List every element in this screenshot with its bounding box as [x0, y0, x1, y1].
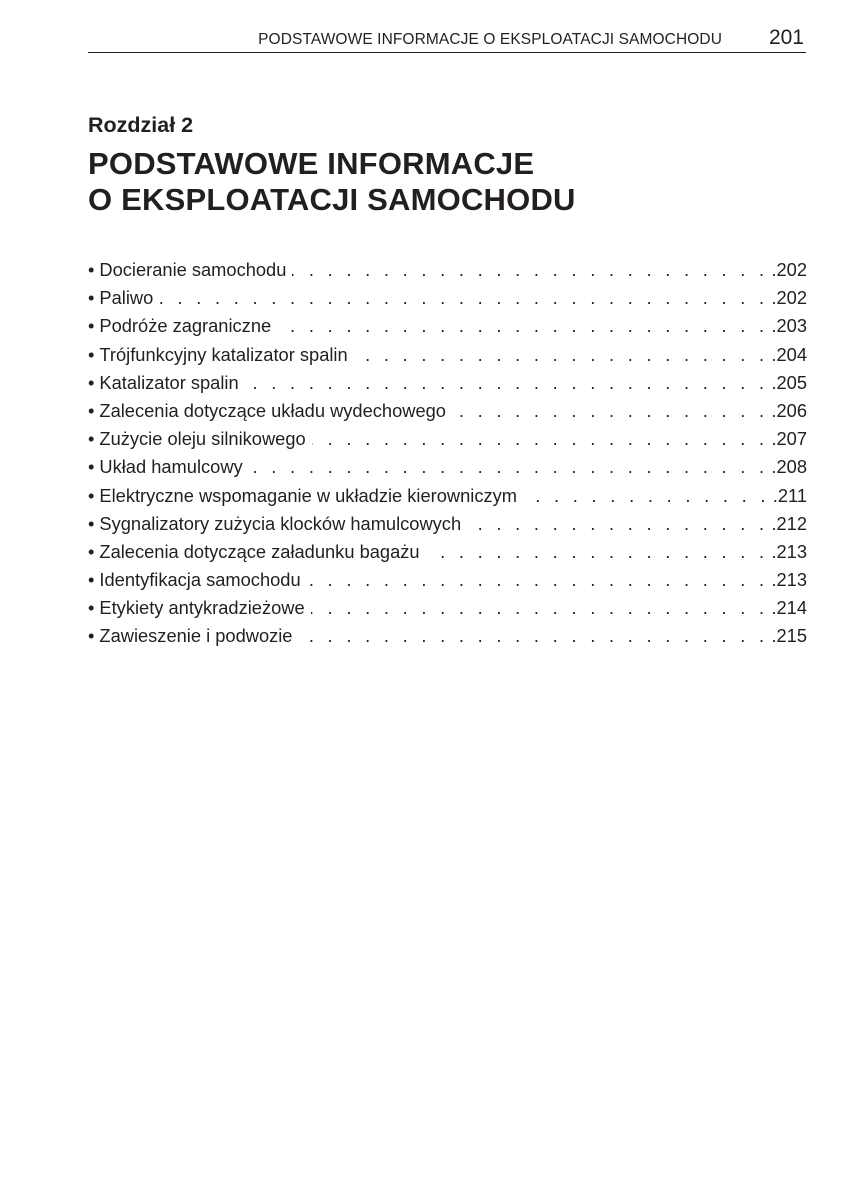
toc-entry-label: Elektryczne wspomaganie w układzie kierowniczym [99, 484, 517, 506]
toc-entry-page: .208 [771, 456, 807, 478]
table-of-contents [88, 256, 807, 651]
toc-entry-label: Zalecenia dotyczące układu wydechowego [99, 399, 446, 421]
toc-entry-label: Podróże zagraniczne [99, 315, 272, 337]
running-header-title: PODSTAWOWE INFORMACJE O EKSPLOATACJI SAMOCHODU [258, 31, 722, 48]
bullet-icon: • [88, 597, 95, 619]
bullet-icon: • [88, 569, 95, 591]
bullet-icon: • [88, 399, 95, 421]
bullet-icon: • [88, 625, 95, 647]
toc-entry-label: Zawieszenie i podwozie [99, 625, 293, 647]
toc-entry-page: .206 [771, 399, 807, 421]
toc-entry-page: .211 [772, 484, 807, 506]
toc-entry[interactable] [88, 397, 807, 425]
toc-entry[interactable] [88, 369, 807, 397]
bullet-icon: • [88, 343, 95, 365]
dot-leader [311, 594, 769, 622]
toc-entry[interactable] [88, 594, 807, 622]
toc-entry-label: Katalizator spalin [99, 371, 239, 393]
page-number: 201 [768, 26, 804, 49]
bullet-icon: • [88, 259, 95, 280]
bullet-icon: • [88, 512, 95, 534]
toc-entry-page: .202 [771, 259, 807, 280]
dot-leader [312, 425, 769, 453]
toc-entry-page: .214 [771, 597, 807, 619]
bullet-icon: • [88, 456, 95, 478]
toc-entry-label: Zużycie oleju silnikowego [99, 428, 306, 450]
toc-entry[interactable] [88, 482, 807, 510]
toc-entry-page: .213 [771, 569, 807, 591]
dot-leader [249, 453, 769, 481]
dot-leader [426, 538, 769, 566]
bullet-icon: • [88, 371, 95, 393]
dot-leader [298, 622, 768, 650]
bullet-icon: • [88, 540, 95, 562]
dot-leader [452, 397, 768, 425]
dot-leader [292, 256, 768, 284]
toc-entry-label: Trójfunkcyjny katalizator spalin [99, 343, 348, 365]
toc-entry-label: Docieranie samochodu [99, 259, 287, 280]
chapter-title-line-2: O EKSPLOATACJI SAMOCHODU [88, 182, 576, 217]
chapter-title [88, 146, 576, 218]
running-header [88, 26, 806, 53]
toc-entry[interactable] [88, 453, 807, 481]
toc-entry-label: Zalecenia dotyczące załadunku bagażu [99, 540, 420, 562]
toc-entry[interactable] [88, 566, 807, 594]
chapter-label: Rozdział 2 [88, 113, 194, 137]
toc-entry[interactable] [88, 284, 807, 312]
toc-entry[interactable] [88, 510, 807, 538]
toc-entry-label: Układ hamulcowy [99, 456, 243, 478]
bullet-icon: • [88, 315, 95, 337]
toc-entry[interactable] [88, 425, 807, 453]
dot-leader [307, 566, 769, 594]
toc-entry-label: Identyfikacja samochodu [99, 569, 301, 591]
toc-entry[interactable] [88, 341, 807, 369]
toc-entry-page: .215 [771, 625, 807, 647]
bullet-icon: • [88, 428, 95, 450]
dot-leader [467, 510, 768, 538]
bullet-icon: • [88, 484, 95, 506]
toc-entry-page: .205 [771, 371, 807, 393]
dot-leader [245, 369, 769, 397]
toc-entry-page: .207 [771, 428, 807, 450]
dot-leader [354, 341, 769, 369]
toc-entry-label: Paliwo [99, 287, 154, 309]
toc-entry[interactable] [88, 622, 807, 650]
toc-entry[interactable] [88, 312, 807, 340]
toc-entry-page: .213 [771, 540, 807, 562]
toc-entry-page: .212 [771, 512, 807, 534]
chapter-title-line-1: PODSTAWOWE INFORMACJE [88, 146, 535, 181]
toc-entry-label: Sygnalizatory zużycia klocków hamulcowych [99, 512, 462, 534]
toc-entry[interactable] [88, 538, 807, 566]
dot-leader [523, 482, 770, 510]
toc-entry-page: .202 [771, 287, 807, 309]
bullet-icon: • [88, 287, 95, 309]
dot-leader [277, 312, 768, 340]
toc-entry-page: .203 [771, 315, 807, 337]
dot-leader [159, 284, 768, 312]
toc-entry-page: .204 [771, 343, 807, 365]
toc-entry[interactable] [88, 256, 807, 284]
toc-entry-label: Etykiety antykradzieżowe [99, 597, 305, 619]
